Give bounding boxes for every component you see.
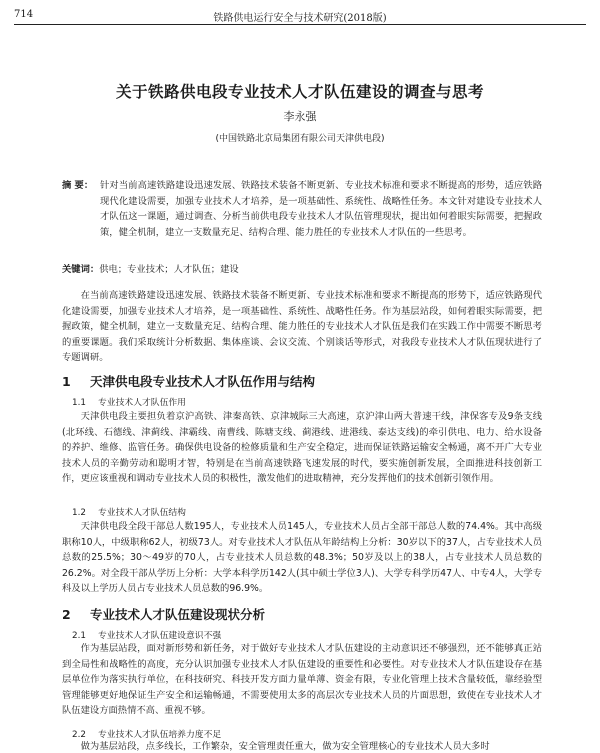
section-2-heading xyxy=(62,605,265,623)
subsection-1-1-body xyxy=(62,409,542,487)
paper-title: 关于铁路供电段专业技术人才队伍建设的调查与思考 xyxy=(115,82,484,101)
subsection-2-2-title: 专业技术人才队伍培养力度不足 xyxy=(98,730,222,740)
header-rule xyxy=(14,24,586,25)
abstract xyxy=(62,178,542,240)
section-1-heading xyxy=(62,372,315,390)
intro-paragraph: 在当前高速铁路建设迅速发展、铁路技术装备不断更新、专业技术标准和要求不断提高的形势下，适应铁路现代化建设需要，加强专业技术人才培养，是一项基础性、系统性、战略性任务。作为基层站段，如何着眼实际需要，把握政策，健全机制，建立一支数量充足、结构合理、能力胜任的专业技术人才队伍是我们在实践工作中需要不断思考的重要课题。我们采取统计分析数据、集体座谈、会议交流、个别谈话等形式，对我段专业技术人才队伍现状进行了专题调研。 xyxy=(62,290,542,363)
subsection-1-2-paragraph: 天津供电段全段干部总人数195人，专业技术人员145人，专业技术人员占全部干部总人数的74.4%。其中高级职称10人，中级职称62人，初级73人。对专业技术人才队伍从年龄结构上分析：30岁以下的37人，占专业技术人员总数的25.5%；30～49岁的70人，占专业技术人员总数的48.3%；50岁及以上的38人，占专业技术人员总数的26.2%。对全段干部从学历上分析：大学本科学历142人(其中硕士学位3人)、大学专科学历47人、中专4人，大学专科及以上学历人员占专业技术人员总数的96.9%。 xyxy=(62,521,542,594)
subsection-2-1-heading xyxy=(62,628,221,641)
subsection-1-1-title: 专业技术人才队伍作用 xyxy=(98,398,186,408)
section-2-title: 专业技术人才队伍建设现状分析 xyxy=(90,607,266,622)
subsection-1-1-heading xyxy=(62,395,186,408)
section-1-number: 1 xyxy=(62,374,71,389)
subsection-1-1-number: 1.1 xyxy=(72,398,86,408)
subsection-2-1-body xyxy=(62,641,542,719)
subsection-1-2-body xyxy=(62,519,542,597)
subsection-2-1-title: 专业技术人才队伍建设意识不强 xyxy=(98,631,222,641)
abstract-label: 摘 要： xyxy=(62,180,94,191)
subsection-2-2-paragraph: 做为基层站段，点多线长，工作繁杂，安全管理责任重大，做为安全管理核心的专业技术人员大多时 xyxy=(80,741,490,752)
affiliation: (中国铁路北京局集团有限公司天津供电段) xyxy=(215,134,385,144)
subsection-1-1-paragraph: 天津供电段主要担负着京沪高铁、津秦高铁、京津城际三大高速，京沪津山两大普速干线，津保客专及9条支线(北环线、石德线、津蓟线、津霸线、南曹线、陈塘支线、蓟港线、进港线、泰达支线)的牵引供电、电力、给水设备的养护、维修、监管任务。确保供电设备的检修质量和生产安全稳定，进而保证铁路运输安全畅通，离不开广大专业技术人员的辛勤劳动和聪明才智，特别是在当前高速铁路飞速发展的时代，要实施创新发展，全面推进科技创新工作，更应该重视和调动专业技术人员的积极性，激发他们的进取精神，充分发挥他们的技术创新引领作用。 xyxy=(62,411,542,484)
section-1-title: 天津供电段专业技术人才队伍作用与结构 xyxy=(90,374,316,389)
subsection-1-2-title: 专业技术人才队伍结构 xyxy=(98,508,186,518)
subsection-1-2-number: 1.2 xyxy=(72,508,86,518)
author: 李永强 xyxy=(283,110,317,123)
page-number: 714 xyxy=(14,9,34,20)
keywords xyxy=(62,263,542,277)
subsection-2-2-body xyxy=(62,739,542,753)
keywords-text: 供电；专业技术；人才队伍；建设 xyxy=(99,264,239,275)
subsection-2-2-number: 2.2 xyxy=(72,730,86,740)
running-header xyxy=(0,6,600,24)
abstract-text: 针对当前高速铁路建设迅速发展、铁路技术装备不断更新、专业技术标准和要求不断提高的形势，适应铁路现代化建设需要，加强专业技术人才培养，是一项基础性、系统性、战略性任务。本文针对建设专业技术人才队伍这一课题，通过调查、分析当前供电段专业技术人才队伍管理现状，提出如何着眼实际需要，把握政策，健全机制，建立一支数量充足、结构合理、能力胜任的专业技术人才队伍的一些思考。 xyxy=(100,180,542,238)
keywords-label: 关键词： xyxy=(62,264,100,275)
running-title: 铁路供电运行安全与技术研究(2018版) xyxy=(213,13,387,24)
subsection-2-1-paragraph: 作为基层站段，面对新形势和新任务，对于做好专业技术人才队伍建设的主动意识还不够强烈，还不能够真正站到全局性和战略性的高度，充分认识加强专业技术人才队伍建设的重要性和必要性。对专业技术人才队伍建设存在基层单位作为落实执行单位，在科技研究、科技开发方面力量单薄、资金有限，专业化管理上技术含量较低，靠经验型管理能够更好地保证生产安全和运输畅通，不需要使用太多的高层次专业技术人员的片面思想，致使在专业技术人才队伍建设方面热情不高、重视不够。 xyxy=(62,643,542,716)
subsection-2-1-number: 2.1 xyxy=(72,631,86,641)
section-2-number: 2 xyxy=(62,607,71,622)
intro-block xyxy=(62,288,542,366)
subsection-1-2-heading xyxy=(62,505,186,518)
